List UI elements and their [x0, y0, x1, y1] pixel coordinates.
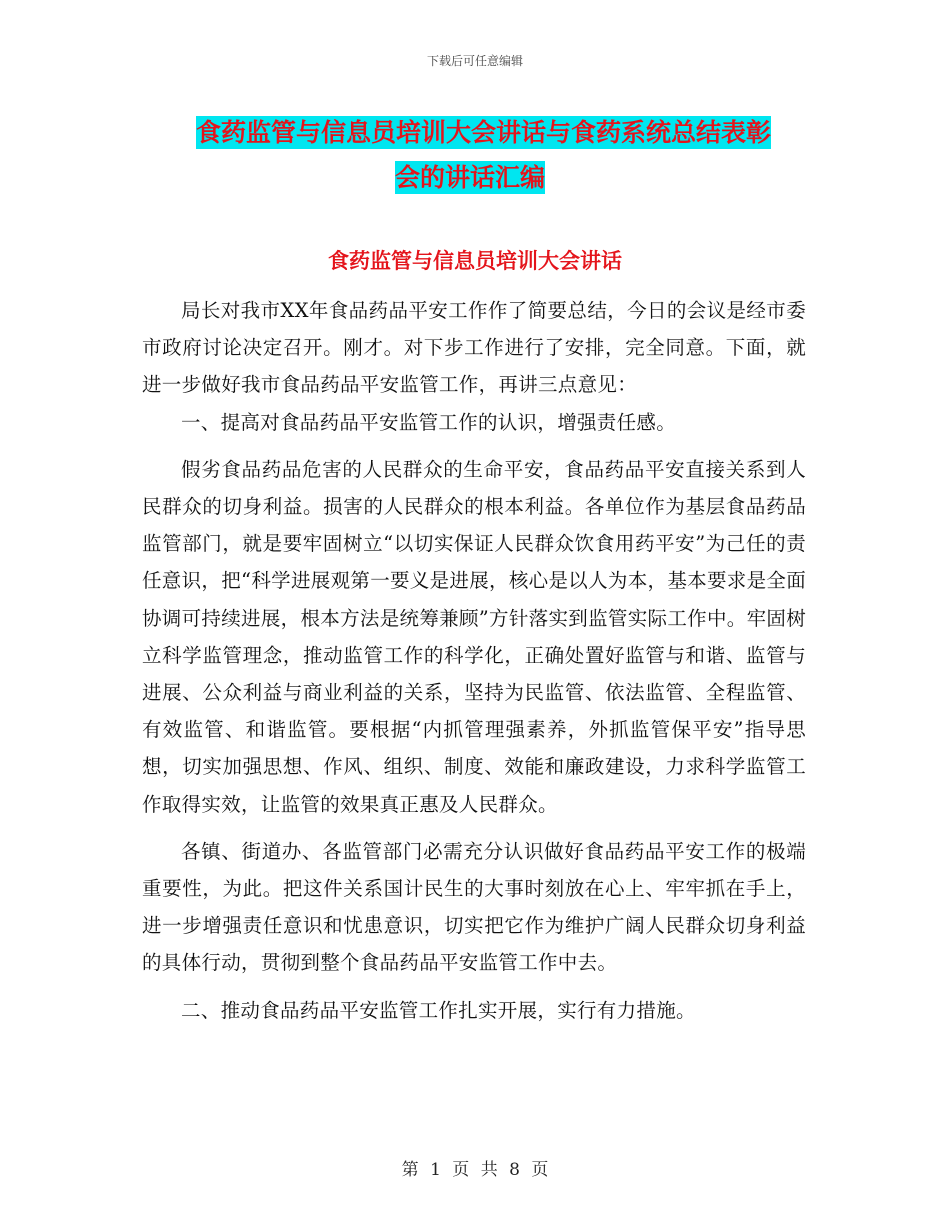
paragraph-point-one: 一、提高对食品药品平安监管工作的认识，增强责任感。 — [181, 410, 677, 434]
title-line-1-text: 食药监管与信息员培训大会讲话与食药系统总结表彰 — [196, 118, 772, 147]
document-title — [150, 110, 810, 200]
paragraph-point-two: 二、推动食品药品平安监管工作扎实开展，实行有力措施。 — [181, 998, 696, 1022]
paragraph-intro: 局长对我市XX年食品药品平安工作作了简要总结，今日的会议是经市委市政府讨论决定召开。刚才。对下步工作进行了安排，完全同意。下面，就进一步做好我市食品药品平安监管工作，再讲三点意见： — [142, 299, 806, 397]
page-number: 第 1 页 共 8 页 — [401, 1160, 549, 1180]
title-line-2 — [150, 155, 810, 200]
paragraph-body: 假劣食品药品危害的人民群众的生命平安，食品药品平安直接关系到人民群众的切身利益。损害的人民群众的根本利益。各单位作为基层食品药品监管部门，就是要牢固树立“以切实保证人民群众饮食用药平安”为己任的责任意识，把“科学进展观第一要义是进展，核心是以人为本，基本要求是全面协调可持续进展，根本方法是统筹兼顾”方针落实到监管实际工作中。牢固树立科学监管理念，推动监管工作的科学化，正确处置好监管与和谐、监管与进展、公众利益与商业利益的关系，坚持为民监管、依法监管、全程监管、有效监管、和谐监管。要根据“内抓管理强素养，外抓监管保平安”指导思想，切实加强思想、作风、组织、制度、效能和廉政建设，力求科学监管工作取得实效，让监管的效果真正惠及人民群众。 — [142, 457, 806, 816]
document-body — [142, 292, 806, 1029]
title-line-2-text: 会的讲话汇编 — [394, 163, 545, 192]
paragraph-body: 各镇、街道办、各监管部门必需充分认识做好食品药品平安工作的极端重要性，为此。把这件关系国计民生的大事时刻放在心上、牢牢抓在手上，进一步增强责任意识和忧患意识，切实把它作为维护广阔人民群众切身利益的具体行动，贯彻到整个食品药品平安监管工作中去。 — [142, 839, 806, 975]
header-note: 下载后可任意编辑 — [426, 54, 523, 68]
section-title: 食药监管与信息员培训大会讲话 — [328, 249, 622, 273]
title-line-1 — [150, 110, 810, 155]
